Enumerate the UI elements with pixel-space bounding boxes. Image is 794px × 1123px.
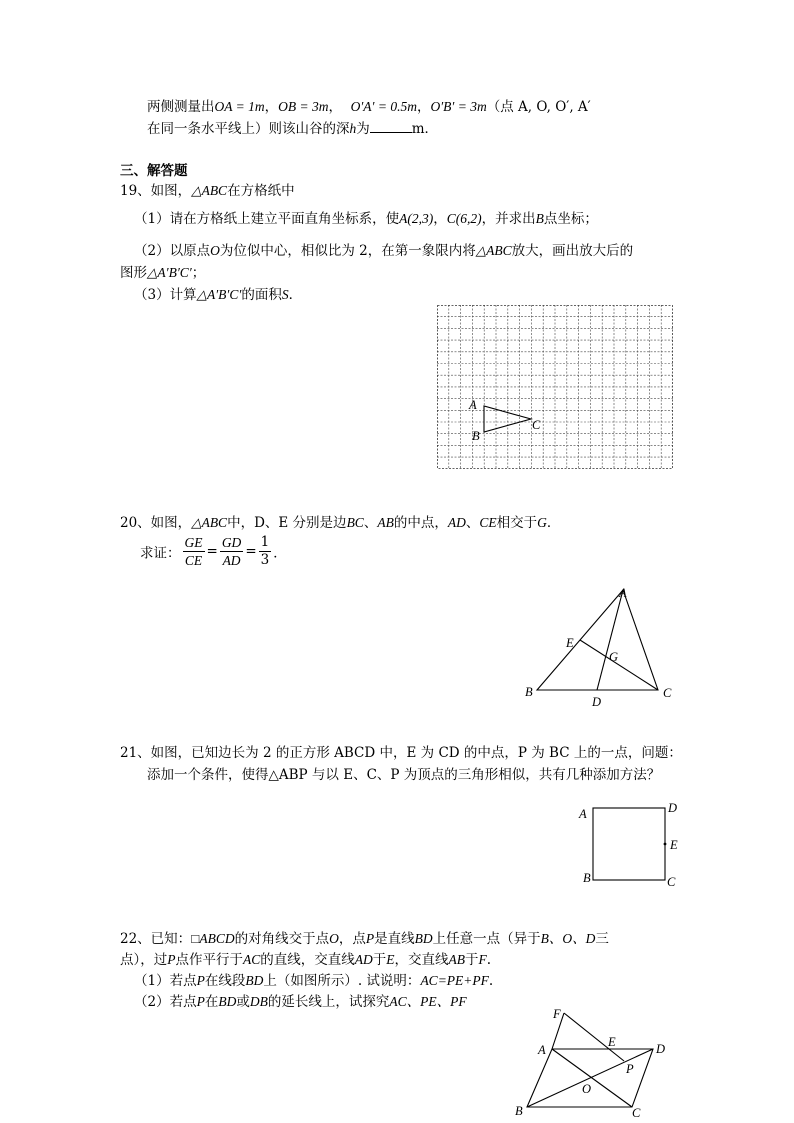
- q19-part2-line2: 图形△A′B′C′；: [120, 265, 206, 281]
- label-d: D: [592, 695, 602, 709]
- q18-line1: 两侧测量出OA = 1m，OB = 3m， O′A′ = 0.5m，O′B′ = 3m（点 A, O, O′, A′: [147, 99, 591, 115]
- fraction-gd-ad: $\frac{GD}{AD}$: [221, 535, 242, 568]
- grid-label-b: B: [472, 429, 480, 443]
- label-b: B: [583, 871, 591, 885]
- section-title: 三、解答题: [120, 163, 188, 179]
- fraction-one-third: $\frac{1}{3}$: [260, 534, 270, 568]
- q19-part1: （1）请在方格纸上建立平面直角坐标系，使A(2,3)，C(6,2)，并求出B点坐标；: [134, 211, 598, 227]
- label-e: E: [670, 838, 678, 852]
- q22-line1: 22、已知：□ABCD的对角线交于点O，点P是直线BD上任意一点（异于B、O、D三: [120, 931, 609, 947]
- label-o: O: [582, 1082, 592, 1096]
- q19-grid-figure: [437, 305, 673, 469]
- label-d: D: [656, 1042, 666, 1056]
- q20-triangle-figure: [520, 585, 680, 710]
- label-e: E: [566, 636, 574, 650]
- fraction-ge-ce: $\frac{GE}{CE}$: [184, 535, 203, 568]
- label-b: B: [515, 1104, 523, 1118]
- label-g: G: [609, 650, 619, 664]
- label-d: D: [668, 801, 678, 815]
- label-c: C: [667, 875, 676, 889]
- answer-blank: [370, 120, 412, 133]
- label-c: C: [663, 686, 672, 700]
- q22-parallelogram-figure: [510, 1005, 690, 1120]
- median-ce: [580, 640, 658, 690]
- midpoint-e: [664, 843, 667, 846]
- diagonal-bd: [527, 1049, 653, 1107]
- label-a: A: [619, 586, 627, 600]
- q22-part1: （1）若点P在线段BD上（如图所示）. 试说明：AC=PE+PF.: [134, 973, 494, 989]
- grid-label-a: A: [469, 398, 477, 412]
- label-p: P: [626, 1062, 634, 1076]
- grid-label-c: C: [532, 418, 541, 432]
- q19-stem: 19、如图，△ABC在方格纸中: [120, 183, 295, 199]
- label-a: A: [579, 807, 587, 821]
- square-abcd: [593, 808, 665, 880]
- q21-line2: 添加一个条件，使得△ABP 与以 E、C、P 为顶点的三角形相似，共有几种添加方法？: [147, 767, 661, 783]
- q19-part2-line1: （2）以原点O为位似中心，相似比为 2，在第一象限内将△ABC放大，画出放大后的: [134, 243, 634, 259]
- q18-line2: 在同一条水平线上）则该山谷的深h为 m．: [147, 121, 439, 137]
- label-e: E: [608, 1035, 616, 1049]
- label-c: C: [632, 1106, 641, 1120]
- q19-part3: （3）计算△A′B′C′的面积S．: [134, 287, 303, 303]
- q21-line1: 21、如图，已知边长为 2 的正方形 ABCD 中，E 为 CD 的中点，P 为 BC 上的一点，问题：: [120, 745, 682, 761]
- q21-square-figure: [570, 800, 690, 892]
- q20-prove: 求证： $\frac{GE}{CE}$ = $\frac{GD}{AD}$ = $\frac{1}{3}$ ．: [140, 534, 287, 568]
- q22-part2: （2）若点P在BD或DB的延长线上，试探究AC、PE、PF: [134, 994, 467, 1010]
- label-a: A: [538, 1043, 546, 1057]
- label-b: B: [525, 685, 533, 699]
- grid-lines: [437, 305, 673, 469]
- triangle-abc: [537, 590, 658, 690]
- q20-stem: 20、如图，△ABC中，D、E 分别是边BC、AB的中点，AD、CE相交于G．: [120, 515, 561, 531]
- label-f: F: [553, 1007, 561, 1021]
- q22-line2: 点），过P点作平行于AC的直线，交直线AD于E，交直线AB于F.: [120, 952, 492, 968]
